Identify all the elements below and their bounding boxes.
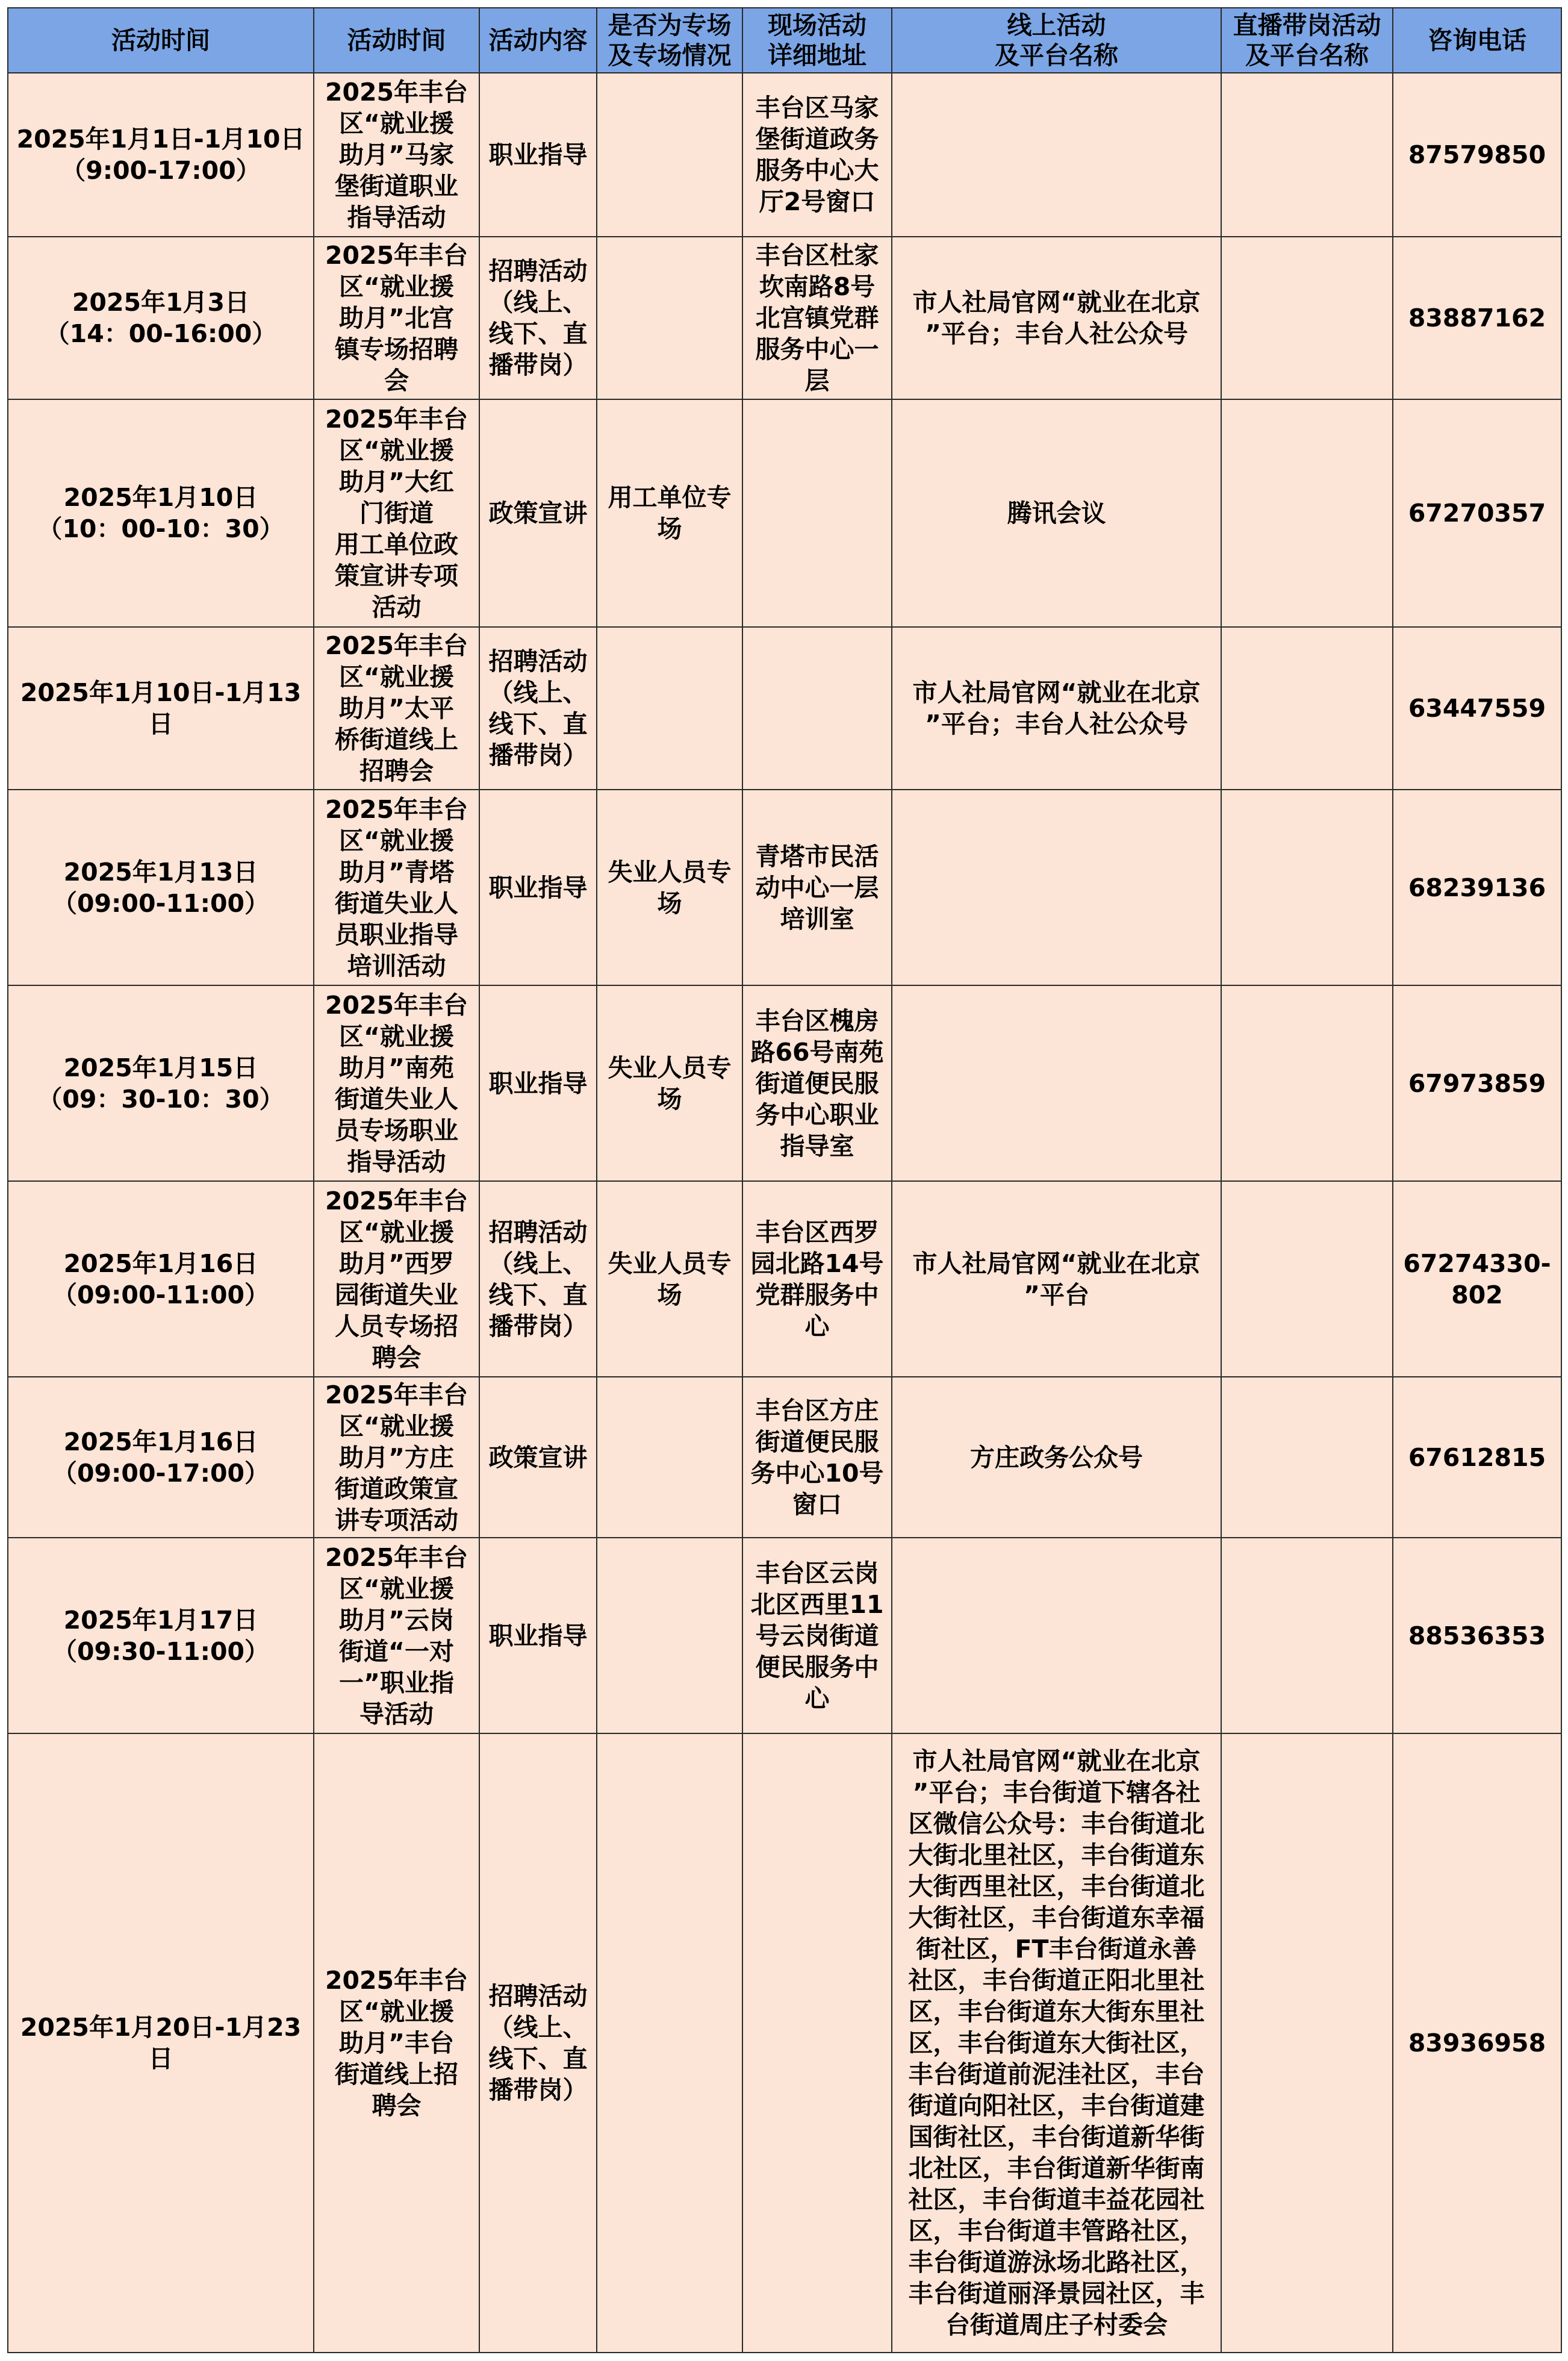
cell-online-platform: 市人社局官网“就业在北京 ”平台；丰台人社公众号 — [892, 627, 1221, 790]
table-row — [8, 1538, 1561, 1733]
cell-activity-name: 2025年丰台 区“就业援 助月”大红 门街道 用工单位政 策宣讲专项 活动 — [314, 399, 479, 627]
cell-activity-content: 职业指导 — [479, 73, 597, 237]
cell-venue-address: 丰台区云岗 北区西里11 号云岗街道 便民服务中 心 — [742, 1538, 892, 1733]
cell-activity-date: 2025年1月1日-1月10日 （9:00-17:00） — [8, 73, 314, 237]
cell-activity-date: 2025年1月3日 （14：00-16:00） — [8, 237, 314, 399]
cell-phone: 68239136 — [1393, 790, 1561, 985]
header-activity-name: 活动时间 — [314, 8, 479, 73]
cell-venue-address: 丰台区杜家 坎南路8号 北宫镇党群 服务中心一 层 — [742, 237, 892, 399]
cell-special-session — [597, 73, 742, 237]
table-row — [8, 1377, 1561, 1538]
header-special-session: 是否为专场 及专场情况 — [597, 8, 742, 73]
cell-online-platform — [892, 985, 1221, 1181]
table-row — [8, 399, 1561, 627]
cell-activity-content: 招聘活动 （线上、 线下、直 播带岗） — [479, 1733, 597, 2353]
table-row — [8, 790, 1561, 985]
cell-live-platform — [1221, 73, 1393, 237]
cell-special-session: 失业人员专 场 — [597, 1181, 742, 1377]
header-live-platform: 直播带岗活动 及平台名称 — [1221, 8, 1393, 73]
cell-venue-address: 丰台区西罗 园北路14号 党群服务中 心 — [742, 1181, 892, 1377]
header-activity-content: 活动内容 — [479, 8, 597, 73]
table-row — [8, 237, 1561, 399]
cell-activity-name: 2025年丰台 区“就业援 助月”云岗 街道“一对 一”职业指 导活动 — [314, 1538, 479, 1733]
cell-phone: 87579850 — [1393, 73, 1561, 237]
cell-online-platform: 方庄政务公众号 — [892, 1377, 1221, 1538]
cell-venue-address — [742, 627, 892, 790]
cell-venue-address — [742, 399, 892, 627]
header-venue-address: 现场活动 详细地址 — [742, 8, 892, 73]
cell-activity-content: 职业指导 — [479, 985, 597, 1181]
cell-venue-address — [742, 1733, 892, 2353]
cell-phone: 88536353 — [1393, 1538, 1561, 1733]
cell-activity-name: 2025年丰台 区“就业援 助月”青塔 街道失业人 员职业指导 培训活动 — [314, 790, 479, 985]
cell-activity-name: 2025年丰台 区“就业援 助月”北宫 镇专场招聘 会 — [314, 237, 479, 399]
table-row — [8, 1733, 1561, 2353]
cell-special-session — [597, 1538, 742, 1733]
cell-activity-name: 2025年丰台 区“就业援 助月”西罗 园街道失业 人员专场招 聘会 — [314, 1181, 479, 1377]
cell-live-platform — [1221, 985, 1393, 1181]
table-row — [8, 73, 1561, 237]
cell-phone: 67274330- 802 — [1393, 1181, 1561, 1377]
cell-live-platform — [1221, 627, 1393, 790]
cell-special-session — [597, 1377, 742, 1538]
cell-live-platform — [1221, 790, 1393, 985]
cell-special-session: 失业人员专 场 — [597, 790, 742, 985]
activity-schedule-table — [7, 7, 1562, 2353]
cell-special-session — [597, 237, 742, 399]
cell-phone: 83936958 — [1393, 1733, 1561, 2353]
cell-online-platform: 市人社局官网“就业在北京 ”平台；丰台人社公众号 — [892, 237, 1221, 399]
cell-online-platform — [892, 790, 1221, 985]
cell-live-platform — [1221, 1181, 1393, 1377]
cell-activity-date: 2025年1月16日 （09:00-17:00） — [8, 1377, 314, 1538]
cell-venue-address: 丰台区方庄 街道便民服 务中心10号 窗口 — [742, 1377, 892, 1538]
cell-venue-address: 青塔市民活 动中心一层 培训室 — [742, 790, 892, 985]
cell-online-platform — [892, 1538, 1221, 1733]
cell-activity-content: 政策宣讲 — [479, 399, 597, 627]
cell-activity-content: 招聘活动 （线上、 线下、直 播带岗） — [479, 627, 597, 790]
cell-live-platform — [1221, 399, 1393, 627]
header-activity-date: 活动时间 — [8, 8, 314, 73]
cell-activity-date: 2025年1月17日 （09:30-11:00） — [8, 1538, 314, 1733]
cell-activity-date: 2025年1月15日 （09：30-10：30） — [8, 985, 314, 1181]
cell-phone: 67270357 — [1393, 399, 1561, 627]
cell-phone: 67612815 — [1393, 1377, 1561, 1538]
cell-activity-content: 政策宣讲 — [479, 1377, 597, 1538]
cell-activity-name: 2025年丰台 区“就业援 助月”马家 堡街道职业 指导活动 — [314, 73, 479, 237]
cell-special-session: 失业人员专 场 — [597, 985, 742, 1181]
table-header-row — [8, 8, 1561, 73]
cell-live-platform — [1221, 1377, 1393, 1538]
cell-activity-name: 2025年丰台 区“就业援 助月”方庄 街道政策宣 讲专项活动 — [314, 1377, 479, 1538]
header-online-platform: 线上活动 及平台名称 — [892, 8, 1221, 73]
cell-activity-date: 2025年1月20日-1月23日 — [8, 1733, 314, 2353]
cell-special-session: 用工单位专 场 — [597, 399, 742, 627]
table-row — [8, 1181, 1561, 1377]
cell-online-platform: 市人社局官网“就业在北京 ”平台；丰台街道下辖各社 区微信公众号：丰台街道北 大街北里社区，丰台街道东 大街西里社区，丰台街道北 大街社区，丰台街道东幸福 街社区，FT丰台街道永善 社区，丰台街道正阳北里社 区，丰台街道东大街东里社 区，丰台街道东大街社区， 丰台街道前泥洼社区，丰台 街道向阳社区，丰台街道建 国街社区，丰台街道新华街 北社区，丰台街道新华街南 社区，丰台街道丰益花园社 区，丰台街道丰管路社区， 丰台街道游泳场北路社区， 丰台街道丽泽景园社区，丰 台街道周庄子村委会 — [892, 1733, 1221, 2353]
cell-live-platform — [1221, 1733, 1393, 2353]
cell-venue-address: 丰台区槐房 路66号南苑 街道便民服 务中心职业 指导室 — [742, 985, 892, 1181]
table-row — [8, 985, 1561, 1181]
cell-online-platform: 腾讯会议 — [892, 399, 1221, 627]
cell-online-platform: 市人社局官网“就业在北京 ”平台 — [892, 1181, 1221, 1377]
cell-activity-date: 2025年1月16日 （09:00-11:00） — [8, 1181, 314, 1377]
header-phone: 咨询电话 — [1393, 8, 1561, 73]
cell-activity-name: 2025年丰台 区“就业援 助月”太平 桥街道线上 招聘会 — [314, 627, 479, 790]
cell-phone: 83887162 — [1393, 237, 1561, 399]
cell-online-platform — [892, 73, 1221, 237]
cell-activity-content: 招聘活动 （线上、 线下、直 播带岗） — [479, 1181, 597, 1377]
cell-phone: 63447559 — [1393, 627, 1561, 790]
cell-activity-content: 招聘活动 （线上、 线下、直 播带岗） — [479, 237, 597, 399]
cell-activity-name: 2025年丰台 区“就业援 助月”南苑 街道失业人 员专场职业 指导活动 — [314, 985, 479, 1181]
cell-special-session — [597, 627, 742, 790]
cell-activity-name: 2025年丰台 区“就业援 助月”丰台 街道线上招 聘会 — [314, 1733, 479, 2353]
table-row — [8, 627, 1561, 790]
cell-venue-address: 丰台区马家 堡街道政务 服务中心大 厅2号窗口 — [742, 73, 892, 237]
cell-phone: 67973859 — [1393, 985, 1561, 1181]
cell-live-platform — [1221, 237, 1393, 399]
cell-activity-date: 2025年1月13日 （09:00-11:00） — [8, 790, 314, 985]
cell-activity-date: 2025年1月10日 （10：00-10：30） — [8, 399, 314, 627]
cell-live-platform — [1221, 1538, 1393, 1733]
cell-special-session — [597, 1733, 742, 2353]
cell-activity-date: 2025年1月10日-1月13日 — [8, 627, 314, 790]
cell-activity-content: 职业指导 — [479, 790, 597, 985]
cell-activity-content: 职业指导 — [479, 1538, 597, 1733]
